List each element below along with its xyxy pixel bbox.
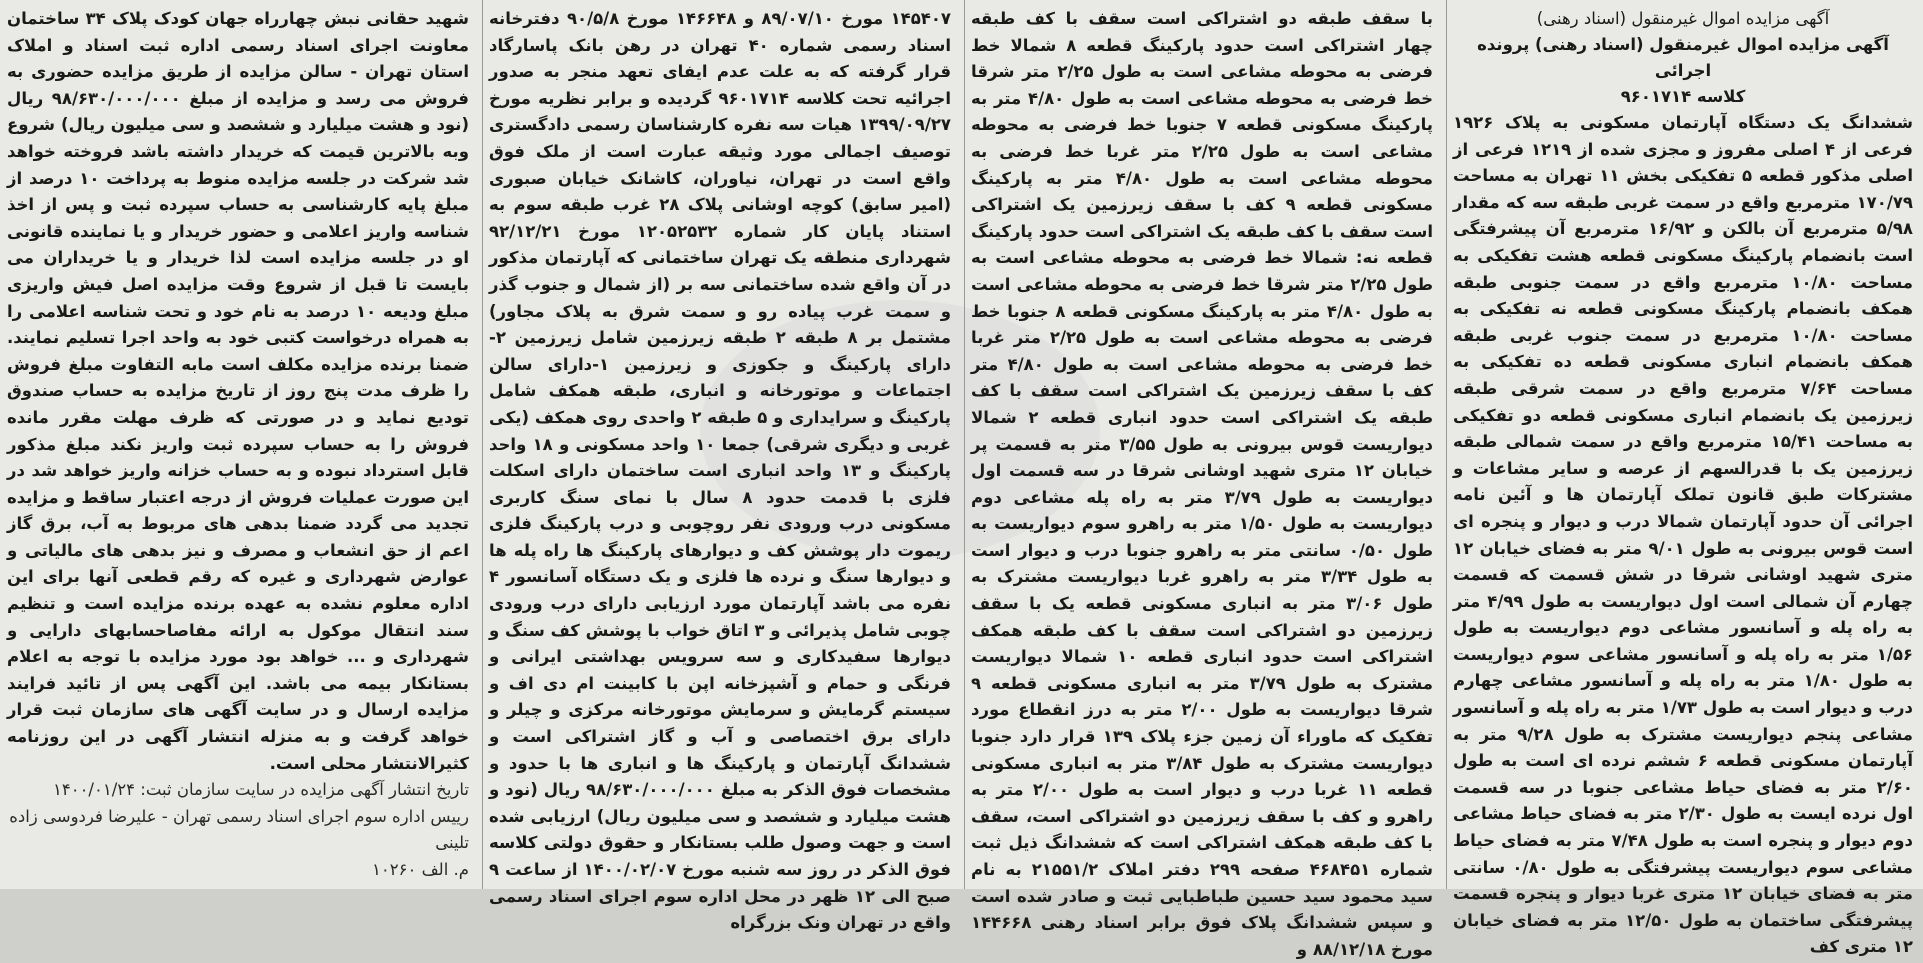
column-2-text: با سقف طبقه دو اشتراکی است سقف با کف طبقه چهار اشتراکی است حدود پارکینگ قطعه ۸ شمالا خط فرضی به محوطه مشاعی است به طول ۲/۲۵ متر شرقا خط فرضی به محوطه مشاعی است به طول ۴/۸۰ متر به پارکینگ مسکونی قطعه ۷ جنوبا خط فرضی به محوطه مشاعی است به طول ۲/۲۵ متر غربا خط فرضی به محوطه مشاعی است به طول ۴/۸۰ متر به پارکینگ مسکونی قطعه ۹ کف با سقف زیرزمین یک اشتراکی است سقف با کف طبقه یک اشتراکی است حدود پارکینگ قطعه نه: شمالا خط فرضی به محوطه مشاعی است به طول ۲/۲۵ متر شرقا خط فرضی به محوطه مشاعی است به طول ۴/۸۰ متر به پارکینگ مسکونی قطعه ۸ جنوبا خط فرضی به محوطه مشاعی است به طول ۲/۲۵ متر غربا خط فرضی به محوطه مشاعی است به طول ۴/۸۰ متر کف با سقف زیرزمین یک اشتراکی است سقف با کف طبقه یک اشتراکی است حدود انباری قطعه ۲ شمالا دیواریست قوس بیرونی به طول ۳/۵۵ متر به قسمت پر خیابان ۱۲ متری شهید اوشانی شرقا در سه قسمت اول دیواریست به طول ۳/۷۹ متر به راه پله مشاعی دوم دیواریست به طول ۱/۵۰ متر به راهرو سوم دیواریست به طول ۰/۵۰ سانتی متر به راهرو جنوبا درب و دیوار است به طول ۳/۳۴ متر به راهرو غربا دیواریست مشترک به طول ۳/۰۶ متر به انباری مسکونی قطعه یک با سقف زیرزمین دو اشتراکی است سقف با کف طبقه همکف اشتراکی است حدود انباری قطعه ۱۰ شمالا دیواریست مشترک به طول ۳/۷۹ متر به انباری مسکونی قطعه ۹ شرقا دیواریست به طول ۲/۰۰ متر به درز انقطاع مورد تفکیک که ماوراء آن زمین جزء پلاک ۱۳۹ قرار دارد جنوبا دیواریست مشترک به طول ۳/۸۴ متر به انباری مسکونی قطعه ۱۱ غربا درب و دیوار است به طول ۲/۰۰ متر به راهرو و کف با سقف زیرزمین دو اشتراکی است، سقف با کف طبقه همکف اشتراکی است که ششدانگ ذیل ثبت شماره ۴۶۸۴۵۱ صفحه ۲۹۹ دفتر املاک ۲۱۵۵۱/۲ به نام سید محمود سید حسین طباطبایی ثبت و صادر شده است و سپس ششدانگ پلاک فوق برابر اسناد رهنی ۱۴۴۶۶۸ مورخ ۸۸/۱۲/۱۸ و xyxy=(971,9,1434,959)
signature-name-suffix: تلینی xyxy=(435,833,469,853)
column-1-text: ششدانگ یک دستگاه آپارتمان مسکونی به پلاک ۱۹۲۶ فرعی از ۴ اصلی مفروز و مجزی شده از ۱۲۱۹ فرعی از اصلی مذکور قطعه ۵ تفکیکی بخش ۱۱ تهران به مساحت ۱۷۰/۷۹ مترمربع واقع در سمت غربی طبقه سه که مقدار ۵/۹۸ مترمربع آن بالکن و ۱۶/۹۲ مترمربع آن پیشرفتگی است بانضمام پارکینگ مسکونی قطعه هشت تفکیکی به مساحت ۱۰/۸۰ مترمربع واقع در سمت جنوبی طبقه همکف بانضمام پارکینگ مسکونی قطعه نه تفکیکی به مساحت ۱۰/۸۰ مترمربع در سمت جنوب غربی طبقه همکف بانضمام انباری مسکونی قطعه ده تفکیکی به مساحت ۷/۶۴ مترمربع واقع در سمت شرقی طبقه زیرزمین یک بانضمام انباری مسکونی قطعه دو تفکیکی به مساحت ۱۵/۴۱ مترمربع واقع در سمت شمالی طبقه زیرزمین یک با قدرالسهم از عرصه و سایر مشاعات و مشترکات طبق قانون تملک آپارتمان ها و آئین نامه اجرائی آن حدود آپارتمان شمالا درب و دیوار و پنجره ای است قوس بیرونی به طول ۹/۰۱ متر به فضای خیابان ۱۲ متری شهید اوشانی شرقا در شش قسمت که قسمت چهارم آن شمالی است اول دیواریست به طول ۴/۹۹ متر به راه پله و آسانسور مشاعی دوم دیواریست به طول ۱/۵۶ متر به راه پله و آسانسور مشاعی سوم دیواریست به طول ۱/۸۰ متر به راه پله و آسانسور مشاعی چهارم درب و دیوار است به طول ۱/۷۳ متر به راه پله و آسانسور مشاعی پنجم دیواریست مشترک به طول ۹/۲۸ متر به آپارتمان مسکونی قطعه ۶ ششم نرده ای است به طول ۲/۶۰ متر به فضای حیاط مشاعی جنوبا در سه قسمت اول نرده ایست به طول ۲/۳۰ متر به فضای حیاط مشاعی دوم دیوار و پنجره است به طول ۷/۴۸ متر به فضای حیاط مشاعی سوم دیواریست پیشرفتگی به طول ۰/۸۰ سانتی متر به فضای خیابان ۱۲ متری غربا دیوار و پنجره قسمت پیشرفتگی ساختمان به طول ۱۲/۵۰ متر به فضای خیابان ۱۲ متری کف xyxy=(1453,113,1914,957)
notice-code: م. الف ۱۰۲۶۰ xyxy=(372,860,469,879)
notice-title: آگهی مزایده اموال غیرمنقول (اسناد رهنی) xyxy=(1536,9,1830,28)
column-1 xyxy=(1447,6,1919,957)
column-3 xyxy=(483,6,957,933)
column-4-text: شهید حقانی نبش چهارراه جهان کودک پلاک ۳۴ ساختمان معاونت اجرای اسناد رسمی اداره ثبت اسناد و املاک استان تهران - سالن مزایده از طریق مزایده حضوری به فروش می رسد و مزایده از مبلغ ۹۸/۶۳۰/۰۰۰/۰۰۰ ریال (نود و هشت میلیارد و ششصد و سی میلیون ریال) شروع وبه بالاترین قیمت که خریدار داشته باشد فروخته خواهد شد شرکت در جلسه مزایده منوط به پرداخت ۱۰ درصد از مبلغ پایه کارشناسی به حساب سپرده ثبت و پس از اخذ شناسه واریز اعلامی و حضور خریدار و یا نماینده قانونی او در جلسه مزایده است لذا خریدار و یا خریداران می بایست تا قبل از شروع وقت مزایده اصل فیش واریزی مبلغ ودیعه ۱۰ درصد به نام خود و تحت شناسه اعلامی را به همراه درخواست کتبی خود به واحد اجرا تسلیم نمایند. ضمنا برنده مزایده مکلف است مابه التفاوت مبلغ فروش را ظرف مدت پنج روز از تاریخ مزایده به حساب صندوق تودیع نماید و در صورتی که ظرف مهلت مقرر مانده فروش را به حساب سپرده ثبت واریز نکند مبلغ مذکور قابل استرداد نبوده و به حساب خزانه واریز خواهد شد در این صورت عملیات فروش از درجه اعتبار ساقط و مزایده تجدید می گردد ضمنا بدهی های مربوط به آب، برق گاز اعم از حق انشعاب و مصرف و نیز بدهی های مالیاتی و عوارض شهرداری و غیره که رقم قطعی آنها برای این اداره معلوم نشده به عهده برنده مزایده است و تنظیم سند انتقال موکول به ارائه مفاصاحسابهای دارایی و شهرداری و ... خواهد بود مورد مزایده با توجه به اعلام بستانکار بیمه می باشد. این آگهی پس از تائید فرایند مزایده ارسال و در سایت آگهی های سازمان ثبت قرار خواهد گرفت و به منزله انتشار آگهی در این روزنامه کثیرالانتشار محلی است. xyxy=(7,9,470,773)
signature-line: رییس اداره سوم اجرای اسناد رسمی تهران - علیرضا فردوسی زاده xyxy=(9,806,469,826)
column-3-text: ۱۴۵۴۰۷ مورخ ۸۹/۰۷/۱۰ و ۱۴۶۶۴۸ مورخ ۹۰/۵/۸ دفترخانه اسناد رسمی شماره ۴۰ تهران در رهن بانک پاسارگاد قرار گرفته که به علت عدم ایفای تعهد منجر به صدور اجرائیه تحت کلاسه ۹۶۰۱۷۱۴ گردیده و برابر نظریه مورخ ۱۳۹۹/۰۹/۲۷ هیات سه نفره کارشناسان رسمی دادگستری توصیف اجمالی مورد وثیقه عبارت است از ملک فوق واقع است در تهران، نیاوران، کاشانک خیابان صبوری (امیر سابق) کوچه اوشانی پلاک ۲۸ غرب طبقه سوم به استناد پایان کار شماره ۱۲۰۵۲۵۳۲ مورخ ۹۲/۱۲/۲۱ شهرداری منطقه یک تهران ساختمانی که آپارتمان مذکور در آن واقع شده ساختمانی سه بر (از شمال و جنوب گذر و سمت غرب پیاده رو و سمت شرق به پلاک مجاور) مشتمل بر ۸ طبقه ۲ طبقه زیرزمین شامل زیرزمین ۲-دارای پارکینگ و جکوزی و زیرزمین ۱-دارای سالن اجتماعات و موتورخانه و انباری، طبقه همکف شامل پارکینگ و سرایداری و ۵ طبقه ۲ واحدی روی همکف (یکی غربی و دیگری شرقی) جمعا ۱۰ واحد مسکونی و ۱۸ واحد پارکینگ و ۱۳ واحد انباری است ساختمان دارای اسکلت فلزی با قدمت حدود ۸ سال با نمای سنگ کاربری مسکونی درب ورودی نفر روچوبی و درب پارکینگ فلزی ریموت دار پوشش کف و دیوارهای پارکینگ ها راه پله ها و دیوارها سنگ و نرده ها فلزی و یک دستگاه آسانسور ۴ نفره می باشد آپارتمان مورد ارزیابی دارای درب ورودی چوبی شامل پذیرائی و ۳ اتاق خواب با پوشش کف سنگ و دیوارها سفیدکاری و سه سرویس بهداشتی ایرانی و فرنگی و حمام و آشپزخانه اپن با کابینت ام دی اف و سیستم گرمایش و سرمایش موتورخانه مرکزی و چیلر و دارای برق اختصاصی و آب و گاز اشتراکی است و ششدانگ آپارتمان و پارکینگ ها و انباری ها با حدود و مشخصات فوق الذکر به مبلغ ۹۸/۶۳۰/۰۰۰/۰۰۰ ریال (نود و هشت میلیارد و ششصد و سی میلیون ریال) ارزیابی شده است و جهت وصول طلب بستانکار و حقوق دولتی کلاسه فوق الذکر در روز سه شنبه مورخ ۱۴۰۰/۰۲/۰۷ از ساعت ۹ صبح الی ۱۲ ظهر در محل اداره سوم اجرای اسناد رسمی واقع در تهران ونک بزرگراه xyxy=(489,9,952,933)
column-2 xyxy=(965,6,1439,959)
case-number: کلاسه ۹۶۰۱۷۱۴ xyxy=(1620,87,1746,106)
notice-subtitle: آگهی مزایده اموال غیرمنقول (اسناد رهنی) پرونده اجرائی xyxy=(1477,35,1889,80)
column-4 xyxy=(1,6,475,889)
publish-date: تاریخ انتشار آگهی مزایده در سایت سازمان ثبت: ۱۴۰۰/۰۱/۲۴ xyxy=(52,780,469,800)
